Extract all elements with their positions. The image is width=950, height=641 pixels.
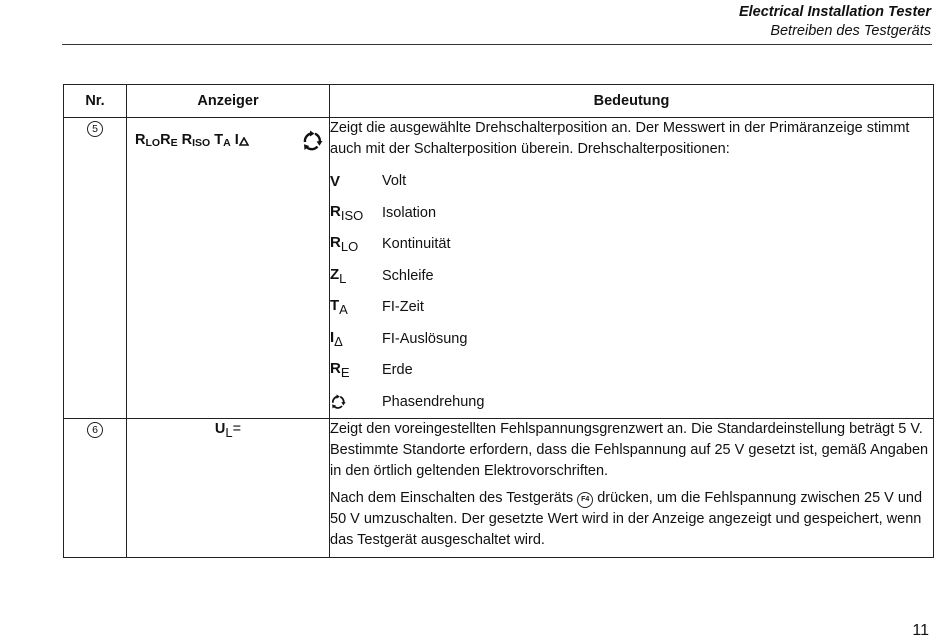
running-header	[739, 3, 931, 41]
table-row	[64, 419, 934, 558]
page-number: 11	[912, 622, 929, 639]
position-symbol: $R_{LO}$	[330, 234, 359, 255]
position-meaning: Volt	[382, 173, 407, 190]
position-meaning: FI-Auslösung	[382, 330, 468, 347]
header-rule	[62, 44, 932, 45]
header-subtitle: Betreiben des Testgeräts	[770, 23, 931, 39]
row-number-cell	[64, 419, 127, 558]
list-item	[330, 387, 933, 419]
row-number: 5	[87, 121, 103, 137]
indicator-symbol: $U_L=$	[214, 421, 242, 440]
indicator-cell	[127, 419, 330, 558]
switch-position-list	[330, 166, 933, 418]
col-header-nr: Nr.	[64, 85, 127, 118]
row5-description: Zeigt die ausgewählte Drehschalterposition an. Der Messwert in der Primäranzeige stimmt auch mit der Schalterposition überein. Drehschalterpositionen:	[330, 120, 910, 157]
list-item	[330, 324, 933, 356]
row-number: 6	[87, 422, 103, 438]
row-number-cell	[64, 118, 127, 419]
list-item	[330, 292, 933, 324]
header-title: Electrical Installation Tester	[738, 4, 931, 20]
phase-rotation-icon	[301, 130, 323, 152]
list-item	[330, 166, 933, 198]
position-meaning: Schleife	[382, 267, 434, 284]
list-item	[330, 229, 933, 261]
position-symbol: $R_E$	[330, 360, 350, 381]
position-symbol: $T_A$	[330, 297, 348, 318]
position-symbol	[330, 392, 382, 413]
table-header-row	[64, 85, 934, 118]
row6-paragraph-1: Zeigt den voreingestellten Fehlspannungsgrenzwert an. Die Standardeinstellung beträgt 5 V. Bestimmte Standorte erfordern, dass die Fehlspannung auf 25 V gesetzt ist, gemäß Angaben in den örtlich geltenden Elektrovorschriften.	[330, 421, 929, 479]
col-header-anzeiger: Anzeiger	[127, 85, 330, 118]
f4-key-icon: F4	[577, 492, 593, 508]
position-meaning: Erde	[382, 362, 413, 379]
meaning-cell	[330, 419, 934, 558]
position-meaning: Kontinuität	[382, 236, 451, 253]
position-meaning: Phasendrehung	[382, 393, 485, 410]
position-symbol: $R_{ISO}$	[330, 202, 364, 223]
table-row	[64, 118, 934, 419]
indicator-symbols: $R_{LO}R_E$ $R_{ISO}$ $T_A$ I	[135, 130, 249, 154]
indicator-cell	[127, 118, 330, 419]
position-symbol: V	[330, 173, 341, 191]
list-item	[330, 198, 933, 230]
position-meaning: FI-Zeit	[382, 299, 424, 316]
position-symbol: $Z_L$	[330, 265, 347, 286]
position-meaning: Isolation	[382, 204, 437, 221]
meaning-cell	[330, 118, 934, 419]
list-item	[330, 355, 933, 387]
indicator-table	[63, 84, 934, 558]
col-header-bedeutung: Bedeutung	[330, 85, 934, 118]
row6-paragraph-2: Nach dem Einschalten des Testgeräts F4 drücken, um die Fehlspannung zwischen 25 V und 50 V umzuschalten. Der gesetzte Wert wird in der Anzeige angezeigt und gespeichert, wenn das Testgerät ausgeschaltet wird.	[330, 490, 923, 548]
list-item	[330, 261, 933, 293]
position-symbol: $I_\Delta$	[330, 328, 343, 349]
phase-rotation-icon	[330, 394, 346, 410]
